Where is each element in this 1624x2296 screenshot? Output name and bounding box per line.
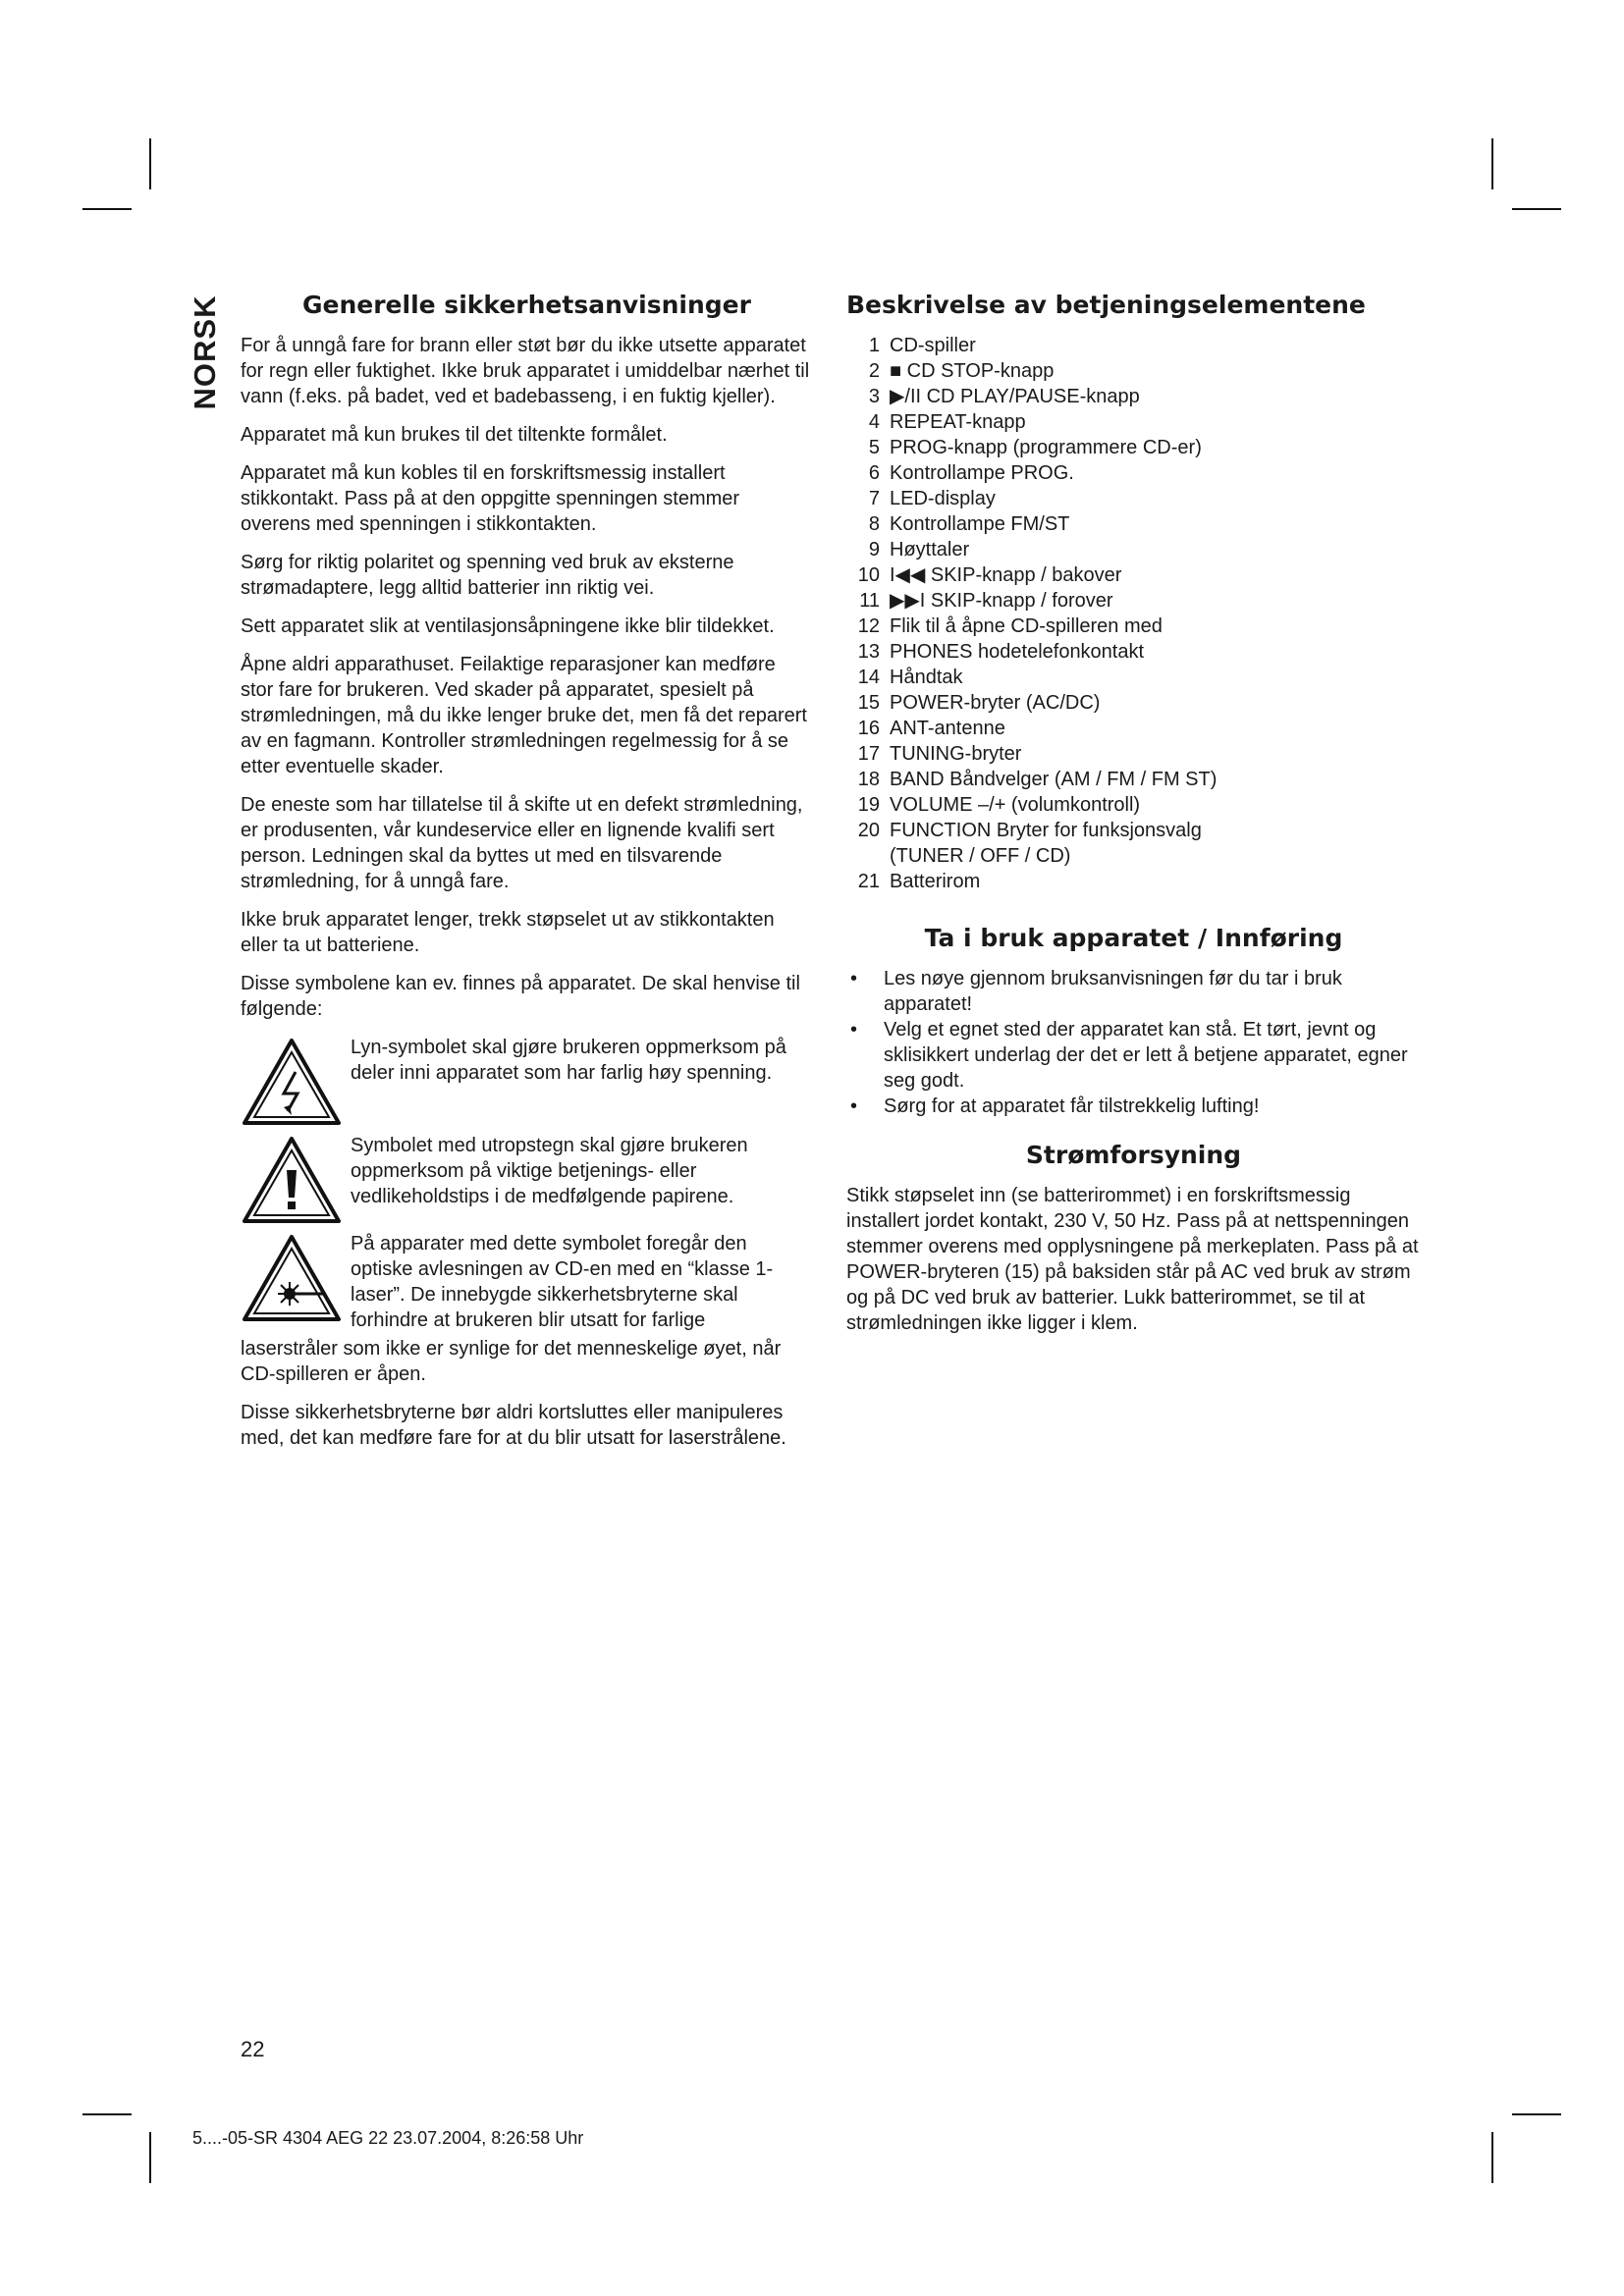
list-item: 11 ▶▶I SKIP-knapp / forover <box>859 590 1113 612</box>
list-item: 13 PHONES hodetelefonkontakt <box>857 641 1145 663</box>
list-item: 5 PROG-knapp (programmere CD-er) <box>868 437 1202 458</box>
list-item: 8 Kontrollampe FM/ST <box>868 513 1070 535</box>
safety-paragraph: For å unngå fare for brann eller støt bør du ikke utsette apparatet for regn eller fuktighet. Ikke bruk apparatet i umiddelbar nærhet til vann (f.eks. på badet, ved et badebasseng, i en fuktig kjeller). <box>241 335 810 407</box>
language-tab <box>183 279 228 426</box>
list-item: 10 I◀◀ SKIP-knapp / bakover <box>857 564 1122 586</box>
list-item: • Sørg for at apparatet får tilstrekkelig lufting! <box>846 1094 1421 1119</box>
list-item: 4 REPEAT-knapp <box>868 411 1026 433</box>
list-item: 14 Håndtak <box>857 667 963 688</box>
start-title: Ta i bruk apparatet / Innføring <box>924 924 1343 952</box>
exclamation-symbol-block <box>241 1133 813 1225</box>
laser-symbol-text: På apparater med dette symbolet foregår den optiske avlesningen av CD-en med en “klasse 1-laser”. De innebygde sikkerhetsbryterne skal forhindre at brukeren blir utsatt for farlige <box>351 1233 774 1331</box>
controls-title: Beskrivelse av betjeningselementene <box>846 291 1366 319</box>
safety-paragraph: Ikke bruk apparatet lenger, trekk støpselet ut av stikkontakten eller ta ut batteriene. <box>241 909 775 956</box>
lightning-symbol-text: Lyn-symbolet skal gjøre brukeren oppmerksom på deler inni apparatet som har farlig høy spenning. <box>351 1037 786 1084</box>
safety-paragraph: Disse symbolene kan ev. finnes på apparatet. De skal henvise til følgende: <box>241 973 800 1020</box>
list-item: 18 BAND Båndvelger (AM / FM / FM ST) <box>857 769 1218 790</box>
list-item: 21 Batterirom <box>857 871 981 892</box>
list-item: 6 Kontrollampe PROG. <box>868 462 1074 484</box>
power-title: Strømforsyning <box>1025 1141 1242 1169</box>
power-paragraph: Stikk støpselet inn (se batterirommet) i en forskriftsmessig installert jordet kontakt, 230 V, 50 Hz. Pass på at nettspenningen stemmer overens med opplysningene på merkeplaten. Pass på at POWER-bryteren (15) på baksiden står på AC ved bruk av strøm og på DC ved bruk av batterier. Lukk batterirommet, se til at strømledningen ikke ligger i klem. <box>846 1185 1419 1334</box>
list-item: 19 VOLUME –/+ (volumkontroll) <box>857 794 1141 816</box>
list-item: 1 CD-spiller <box>868 335 976 356</box>
safety-title: Generelle sikkerhetsanvisninger <box>302 291 751 319</box>
lightning-symbol-block <box>241 1035 813 1127</box>
safety-paragraph: Sett apparatet slik at ventilasjonsåpningene ikke blir tildekket. <box>241 615 775 637</box>
language-tab-label: NORSK <box>188 294 222 410</box>
list-item: 15 POWER-bryter (AC/DC) <box>857 692 1101 714</box>
page-number: 22 <box>241 2037 265 2061</box>
laser-symbol-block <box>241 1231 813 1333</box>
crop-mark <box>1491 2132 1493 2183</box>
safety-paragraph: Sørg for riktig polaritet og spenning ved bruk av eksterne strømadaptere, legg alltid batterier inn riktig vei. <box>241 552 734 599</box>
list-item: 9 Høyttaler <box>868 539 970 561</box>
exclamation-warning-icon <box>241 1135 343 1225</box>
lightning-warning-icon <box>241 1037 343 1127</box>
safety-final-paragraph: Disse sikkerhetsbryterne bør aldri kortsluttes eller manipuleres med, det kan medføre fare for at du blir utsatt for laserstrålene. <box>241 1402 786 1449</box>
crop-mark <box>149 138 151 189</box>
print-footer: 5....-05-SR 4304 AEG 22 23.07.2004, 8:26:58 Uhr <box>192 2128 584 2148</box>
controls-column <box>846 291 1421 1349</box>
controls-list <box>846 333 1421 894</box>
crop-mark <box>1512 208 1561 210</box>
safety-paragraph: Apparatet må kun brukes til det tiltenkte formålet. <box>241 424 668 446</box>
exclamation-symbol-text: Symbolet med utropstegn skal gjøre brukeren oppmerksom på viktige betjenings- eller vedlikeholdstips i de medfølgende papirene. <box>351 1135 748 1207</box>
safety-paragraph: De eneste som har tillatelse til å skifte ut en defekt strømledning, er produsenten, vår kundeservice eller en lignende kvalifi sert person. Ledningen skal da byttes ut med en tilsvarende strømledning, for å unngå fare. <box>241 794 803 892</box>
list-item: 2 ■ CD STOP-knapp <box>868 360 1055 382</box>
crop-mark <box>1491 138 1493 189</box>
crop-mark <box>82 208 132 210</box>
list-item: 20 FUNCTION Bryter for funksjonsvalg <box>857 820 1202 841</box>
safety-paragraph: Apparatet må kun kobles til en forskriftsmessig installert stikkontakt. Pass på at den oppgitte spenningen stemmer overens med spenningen i stikkontakten. <box>241 462 740 535</box>
list-item: 12 Flik til å åpne CD-spilleren med <box>857 615 1163 637</box>
list-item-continued: (TUNER / OFF / CD) <box>890 845 1071 867</box>
laser-symbol-text-continued: laserstråler som ikke er synlige for det menneskelige øyet, når CD-spilleren er åpen. <box>241 1338 782 1385</box>
list-item: 3 ▶/II CD PLAY/PAUSE-knapp <box>868 386 1140 407</box>
crop-mark <box>82 2113 132 2115</box>
list-item: 7 LED-display <box>868 488 996 509</box>
start-bullets <box>846 966 1421 1119</box>
safety-paragraph: Åpne aldri apparathuset. Feilaktige reparasjoner kan medføre stor fare for brukeren. Ved skader på apparatet, spesielt på strømledningen, må du ikke lenger bruke det, men få det reparert av en fagmann. Kontroller strømledningen regelmessig for å se etter eventuelle skader. <box>241 654 807 777</box>
list-item: • Les nøye gjennom bruksanvisningen før du tar i bruk apparatet! <box>846 966 1421 1017</box>
laser-warning-icon <box>241 1233 343 1323</box>
list-item: 17 TUNING-bryter <box>857 743 1022 765</box>
list-item: • Velg et egnet sted der apparatet kan stå. Et tørt, jevnt og sklisikkert underlag der det er lett å betjene apparatet, egner seg godt. <box>846 1017 1421 1094</box>
crop-mark <box>149 2132 151 2183</box>
list-item: 16 ANT-antenne <box>857 718 1005 739</box>
safety-column <box>241 291 813 1464</box>
crop-mark <box>1512 2113 1561 2115</box>
